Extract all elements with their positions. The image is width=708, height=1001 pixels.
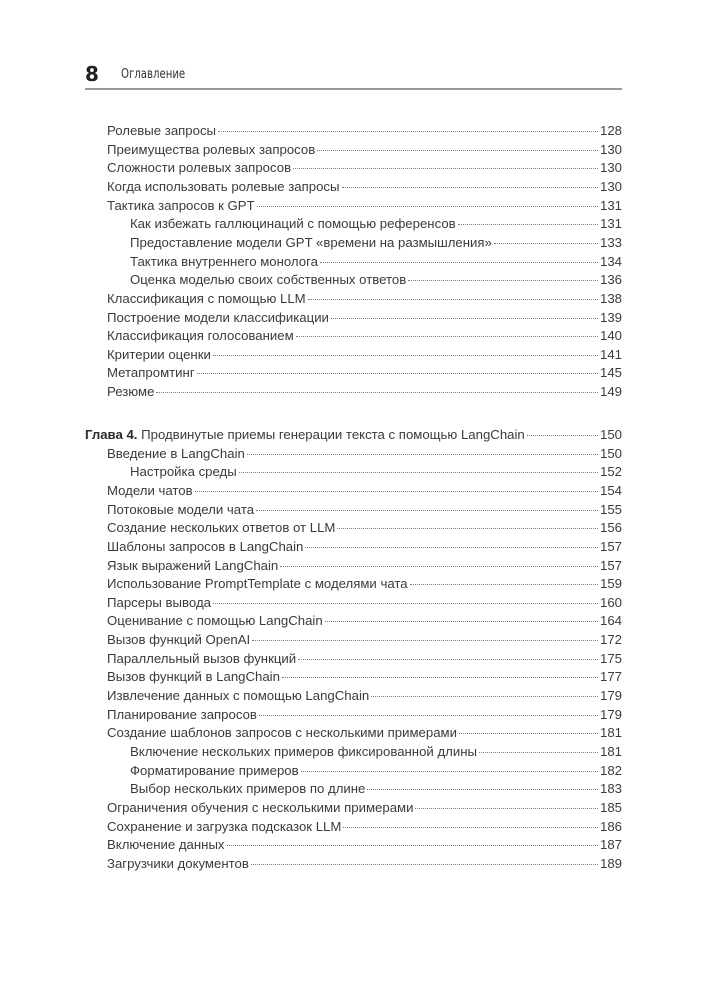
toc-chapter-entry[interactable] [85,426,622,444]
toc-entry[interactable] [107,818,622,836]
toc-entry[interactable] [130,762,622,780]
toc-entry[interactable] [107,594,622,612]
dot-leader [156,392,598,393]
toc-page-number: 183 [599,781,622,796]
toc-entry[interactable] [107,538,622,556]
toc-page-number: 138 [599,291,622,306]
toc-entry-title: Сохранение и загрузка подсказок LLM [107,819,342,834]
toc-entry[interactable] [107,364,622,382]
dot-leader [298,659,598,660]
toc-entry-title: Предоставление модели GPT «времени на размышления» [130,235,492,250]
running-title: Оглавление [121,67,186,82]
toc-entry-title: Вызов функций в LangChain [107,669,280,684]
dot-leader [213,355,598,356]
toc-entry-title: Вызов функций OpenAI [107,632,251,647]
dot-leader [195,491,598,492]
dot-leader [458,224,598,225]
toc-entry[interactable] [107,855,622,873]
dot-leader [280,566,598,567]
toc-entry[interactable] [107,482,622,500]
toc-entry-title [85,426,525,444]
toc-page-number: 177 [599,669,622,684]
dot-leader [305,547,598,548]
dot-leader [296,336,598,337]
toc-entry[interactable] [107,327,622,345]
toc-entry-title: Тактика запросов к GPT [107,198,255,213]
dot-leader [213,603,598,604]
dot-leader [257,206,598,207]
dot-leader [331,318,598,319]
toc-page-number: 149 [599,384,622,399]
toc-entry-title: Настройка среды [130,464,237,479]
toc-page-number: 159 [599,576,622,591]
dot-leader [293,168,598,169]
dot-leader [251,864,598,865]
dot-leader [367,789,598,790]
toc-entry[interactable] [107,141,622,159]
toc-entry[interactable] [107,836,622,854]
dot-leader [408,280,598,281]
toc-entry-title: Загрузчики документов [107,856,249,871]
dot-leader [247,454,598,455]
toc-page-number: 130 [599,142,622,157]
dot-leader [494,243,598,244]
dot-leader [197,373,598,374]
dot-leader [479,752,598,753]
toc-page-number: 175 [599,651,622,666]
dot-leader [259,715,598,716]
toc-page-number: 181 [599,725,622,740]
toc-entry[interactable] [107,557,622,575]
dot-leader [239,472,598,473]
toc-page-number: 130 [599,160,622,175]
toc-page-number: 187 [599,837,622,852]
toc-page-number: 156 [599,520,622,535]
toc-entry-title: Выбор нескольких примеров по длине [130,781,366,796]
toc-page-number: 155 [599,502,622,517]
page-header [85,62,622,88]
toc-entry-title: Параллельный вызов функций [107,651,297,666]
toc-page-number: 139 [599,310,622,325]
toc-entry[interactable] [107,178,622,196]
toc-entry-title: Когда использовать ролевые запросы [107,179,340,194]
toc-entry-title: Извлечение данных с помощью LangChain [107,688,370,703]
toc-entry[interactable] [107,575,622,593]
toc-entry-title: Создание шаблонов запросов с несколькими примерами [107,725,457,740]
toc-entry[interactable] [130,271,622,289]
dot-leader [320,262,598,263]
toc-page-number: 189 [599,856,622,871]
toc-entry[interactable] [130,780,622,798]
dot-leader [342,187,598,188]
dot-leader [325,621,598,622]
toc-entry-title: Оценка моделью своих собственных ответов [130,272,407,287]
toc-entry[interactable] [107,799,622,817]
toc-page-number: 181 [599,744,622,759]
toc-page-number: 164 [599,613,622,628]
toc-page-number: 150 [599,446,622,461]
toc-entry[interactable] [107,612,622,630]
toc-entry[interactable] [107,706,622,724]
dot-leader [301,771,598,772]
toc-entry-title: Создание нескольких ответов от LLM [107,520,336,535]
toc-entry-title: Классификация с помощью LLM [107,291,306,306]
dot-leader [410,584,598,585]
toc-page-number: 157 [599,539,622,554]
toc-entry[interactable] [107,159,622,177]
dot-leader [459,733,598,734]
toc-entry[interactable] [107,383,622,401]
toc-entry[interactable] [107,668,622,686]
dot-leader [337,528,598,529]
toc-entry-title: Потоковые модели чата [107,502,255,517]
toc-entry-title: Ограничения обучения с несколькими примерами [107,800,414,815]
dot-leader [343,827,598,828]
toc-entry-title: Введение в LangChain [107,446,245,461]
toc-entry-title: Шаблоны запросов в LangChain [107,539,304,554]
toc-page-number: 179 [599,707,622,722]
toc-entry-title: Как избежать галлюцинаций с помощью референсов [130,216,456,231]
toc-page-number: 128 [599,123,622,138]
toc-entry[interactable] [130,253,622,271]
page-number: 8 [85,62,99,86]
toc-entry-title: Оценивание с помощью LangChain [107,613,323,628]
chapter-label: Глава 4. [85,427,138,442]
toc-entry-title: Включение нескольких примеров фиксированной длины [130,744,477,759]
toc-page-number: 133 [599,235,622,250]
toc-entry[interactable] [107,519,622,537]
toc-page-number: 179 [599,688,622,703]
toc-page-number: 130 [599,179,622,194]
toc-entry-title: Метапромтинг [107,365,195,380]
toc-entry-title: Классификация голосованием [107,328,294,343]
toc-page-number: 140 [599,328,622,343]
dot-leader [252,640,598,641]
toc-entry-title: Включение данных [107,837,225,852]
toc-entry[interactable] [130,743,622,761]
chapter-title: Продвинутые приемы генерации текста с помощью LangChain [137,427,525,442]
dot-leader [218,131,598,132]
dot-leader [282,677,598,678]
toc-entry-title: Модели чатов [107,483,193,498]
toc-page-number: 131 [599,198,622,213]
toc-page-number: 182 [599,763,622,778]
toc-entry-title: Построение модели классификации [107,310,329,325]
toc-page-number: 186 [599,819,622,834]
toc-entry-title: Сложности ролевых запросов [107,160,292,175]
toc-page-number: 141 [599,347,622,362]
toc-page-number: 134 [599,254,622,269]
toc-entry-title: Парсеры вывода [107,595,211,610]
toc-entry[interactable] [107,197,622,215]
toc-page-number: 131 [599,216,622,231]
dot-leader [227,845,598,846]
dot-leader [317,150,598,151]
toc-page-number: 172 [599,632,622,647]
toc-entry[interactable] [107,346,622,364]
toc-page-number: 145 [599,365,622,380]
toc-entry-title: Использование PromptTemplate с моделями чата [107,576,408,591]
toc-entry-title: Язык выражений LangChain [107,558,279,573]
toc-page-number: 160 [599,595,622,610]
header-rule [85,88,622,90]
toc-page-number: 150 [599,427,622,442]
toc-entry-title: Тактика внутреннего монолога [130,254,318,269]
toc-entry[interactable] [107,445,622,463]
dot-leader [415,808,598,809]
toc-entry-title: Критерии оценки [107,347,211,362]
dot-leader [527,435,598,436]
toc-entry[interactable] [107,309,622,327]
toc-page-number: 152 [599,464,622,479]
toc-entry[interactable] [107,501,622,519]
toc-entry[interactable] [107,290,622,308]
toc-entry[interactable] [130,215,622,233]
toc-page-number: 185 [599,800,622,815]
dot-leader [308,299,598,300]
toc-entry-title: Ролевые запросы [107,123,217,138]
toc-entry-title: Резюме [107,384,155,399]
toc-page-number: 157 [599,558,622,573]
toc-entry[interactable] [107,650,622,668]
toc-page-number: 136 [599,272,622,287]
toc-entry[interactable] [107,122,622,140]
dot-leader [256,510,598,511]
toc-entry-title: Форматирование примеров [130,763,299,778]
toc-entry[interactable] [130,463,622,481]
toc-entry-title: Преимущества ролевых запросов [107,142,316,157]
toc-entry-title: Планирование запросов [107,707,257,722]
toc-entry[interactable] [107,631,622,649]
toc-entry[interactable] [107,724,622,742]
toc-entry[interactable] [130,234,622,252]
toc-entry[interactable] [107,687,622,705]
dot-leader [371,696,598,697]
toc-page-number: 154 [599,483,622,498]
